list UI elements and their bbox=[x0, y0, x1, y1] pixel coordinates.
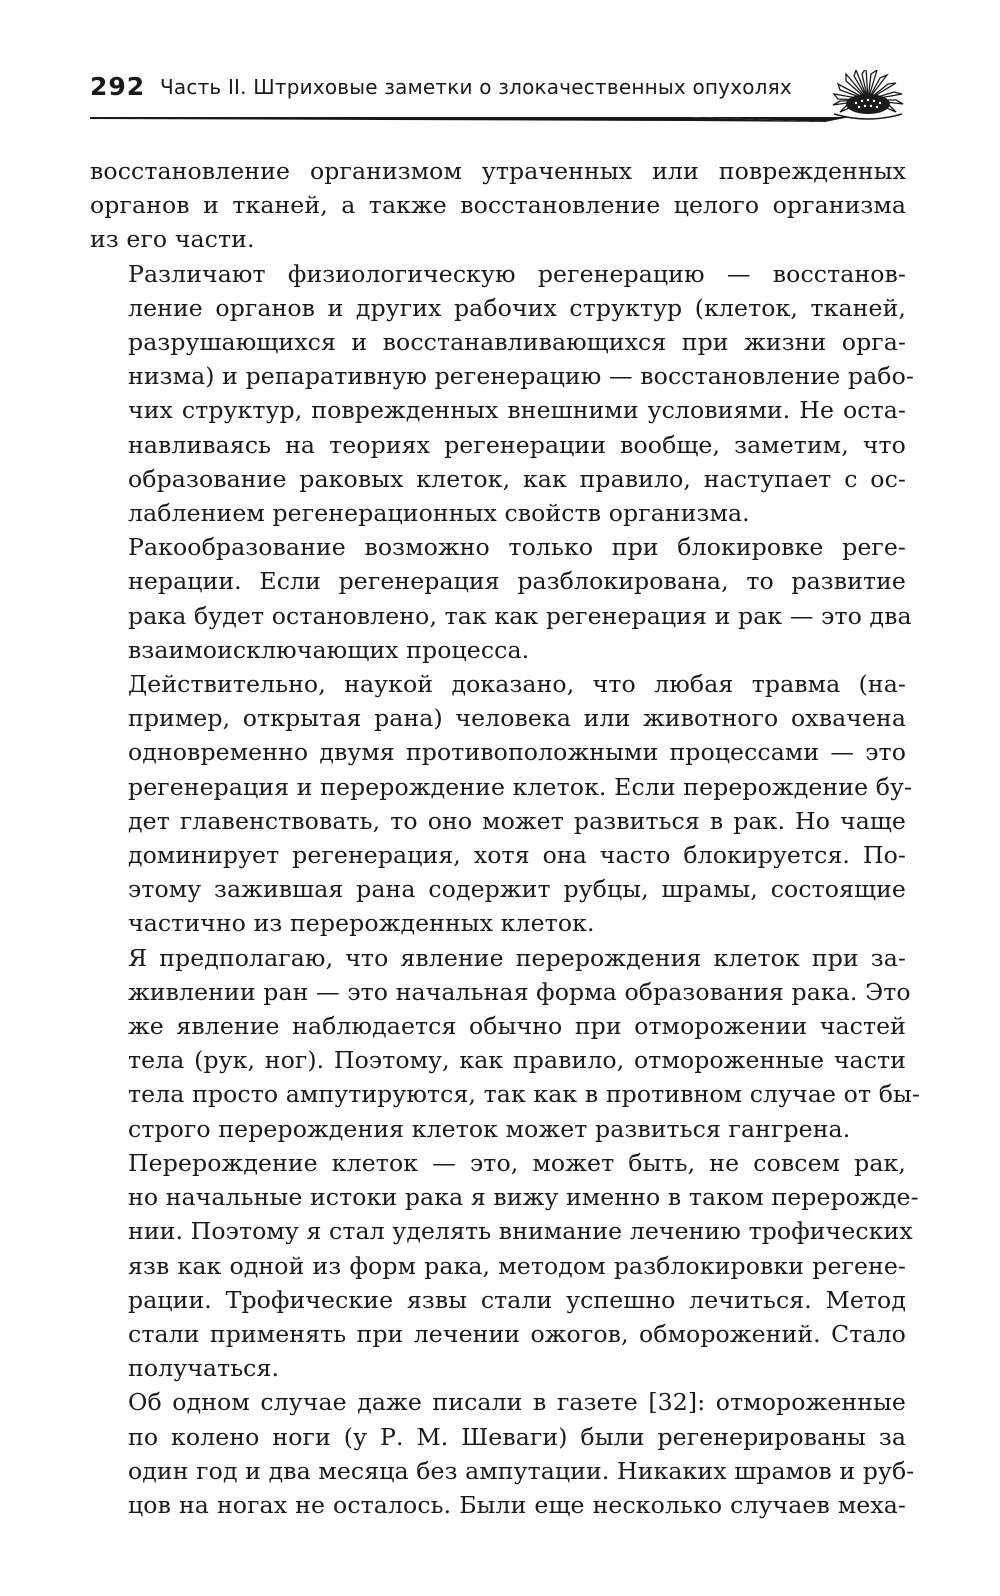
text-line: Различают физиологическую регенерацию — восстанов- bbox=[128, 259, 906, 288]
running-head bbox=[90, 70, 910, 130]
text-line: Действительно, наукой доказано, что любая травма (на- bbox=[128, 670, 906, 699]
text-line: чих структур, поврежденных внешними условиями. Не оста- bbox=[128, 396, 906, 425]
text-line: язв как одной из форм рака, методом разблокировки регене- bbox=[128, 1251, 906, 1280]
text-line: рации. Трофические язвы стали успешно лечиться. Метод bbox=[128, 1285, 906, 1314]
text-line: получаться. bbox=[128, 1354, 280, 1383]
text-line: регенерация и перерождение клеток. Если перерождение бу- bbox=[128, 772, 913, 801]
paragraph bbox=[90, 667, 913, 941]
text-line: восстановление организмом утраченных или поврежденных bbox=[90, 157, 906, 185]
text-line: тела просто ампутируются, так как в противном случае от бы- bbox=[128, 1080, 920, 1109]
text-line: пример, открытая рана) человека или животного охвачена bbox=[128, 704, 906, 733]
text-line: же явление наблюдается обычно при отморожении частей bbox=[128, 1012, 906, 1041]
text-line: рака будет остановлено, так как регенерация и рак — это два bbox=[128, 601, 912, 630]
text-line: Я предполагаю, что явление перерождения клеток при за- bbox=[128, 943, 906, 972]
text-line: взаимоисключающих процесса. bbox=[128, 635, 530, 664]
paragraph bbox=[90, 941, 920, 1146]
text-line: низма) и репаративную регенерацию — восстановление рабо- bbox=[128, 362, 914, 391]
text-line: из его части. bbox=[90, 225, 255, 254]
text-line: навливаясь на теориях регенерации вообще, заметим, что bbox=[128, 430, 906, 459]
text-line: дет главенствовать, то оно может развиться в рак. Но чаще bbox=[128, 806, 906, 835]
text-line: Ракообразование возможно только при блокировке реге- bbox=[128, 533, 906, 562]
text-line: один год и два месяца без ампутации. Никаких шрамов и руб- bbox=[128, 1456, 915, 1485]
text-line: по колено ноги (у Р. М. Шеваги) были регенерированы за bbox=[128, 1422, 906, 1451]
running-head-title: Часть II. Штриховые заметки о злокачественных опухолях bbox=[160, 75, 792, 99]
text-line: но начальные истоки рака я вижу именно в таком перерожде- bbox=[128, 1183, 919, 1212]
text-line: тела (рук, ног). Поэтому, как правило, отмороженные части bbox=[128, 1046, 906, 1075]
text-line: образование раковых клеток, как правило, наступает с ос- bbox=[128, 464, 906, 493]
text-line: органов и тканей, а также восстановление целого организма bbox=[90, 191, 906, 220]
paragraph bbox=[90, 1146, 919, 1385]
text-line: ление органов и других рабочих структур (клеток, тканей, bbox=[128, 293, 906, 322]
text-line: доминирует регенерация, хотя она часто блокируется. По- bbox=[128, 841, 906, 870]
body-text bbox=[90, 154, 920, 1522]
text-line: нии. Поэтому я стал уделять внимание лечению трофических bbox=[128, 1217, 913, 1246]
paragraph bbox=[90, 1385, 915, 1522]
text-line: строго перерождения клеток может развиться гангрена. bbox=[128, 1114, 851, 1143]
page-number: 292 bbox=[90, 72, 146, 101]
text-line: живлении ран — это начальная форма образования рака. Это bbox=[128, 977, 911, 1006]
text-line: нерации. Если регенерация разблокирована, то развитие bbox=[128, 567, 906, 596]
text-line: разрушающихся и восстанавливающихся при жизни орга- bbox=[128, 328, 906, 357]
paragraph bbox=[90, 530, 912, 667]
text-line: этому зажившая рана содержит рубцы, шрамы, состоящие bbox=[128, 875, 906, 904]
text-line: цов на ногах не осталось. Были еще несколько случаев меха- bbox=[128, 1490, 906, 1519]
paragraph bbox=[90, 257, 914, 531]
text-line: лаблением регенерационных свойств организма. bbox=[128, 499, 750, 528]
text-line: одновременно двумя противоположными процессами — это bbox=[128, 738, 906, 767]
text-line: Об одном случае даже писали в газете [32]: отмороженные bbox=[128, 1388, 906, 1417]
paragraph bbox=[90, 154, 906, 257]
text-line: стали применять при лечении ожогов, обморожений. Стало bbox=[128, 1319, 906, 1348]
text-line: частично из перерожденных клеток. bbox=[128, 909, 595, 938]
text-line: Перерождение клеток — это, может быть, не совсем рак, bbox=[128, 1148, 906, 1177]
